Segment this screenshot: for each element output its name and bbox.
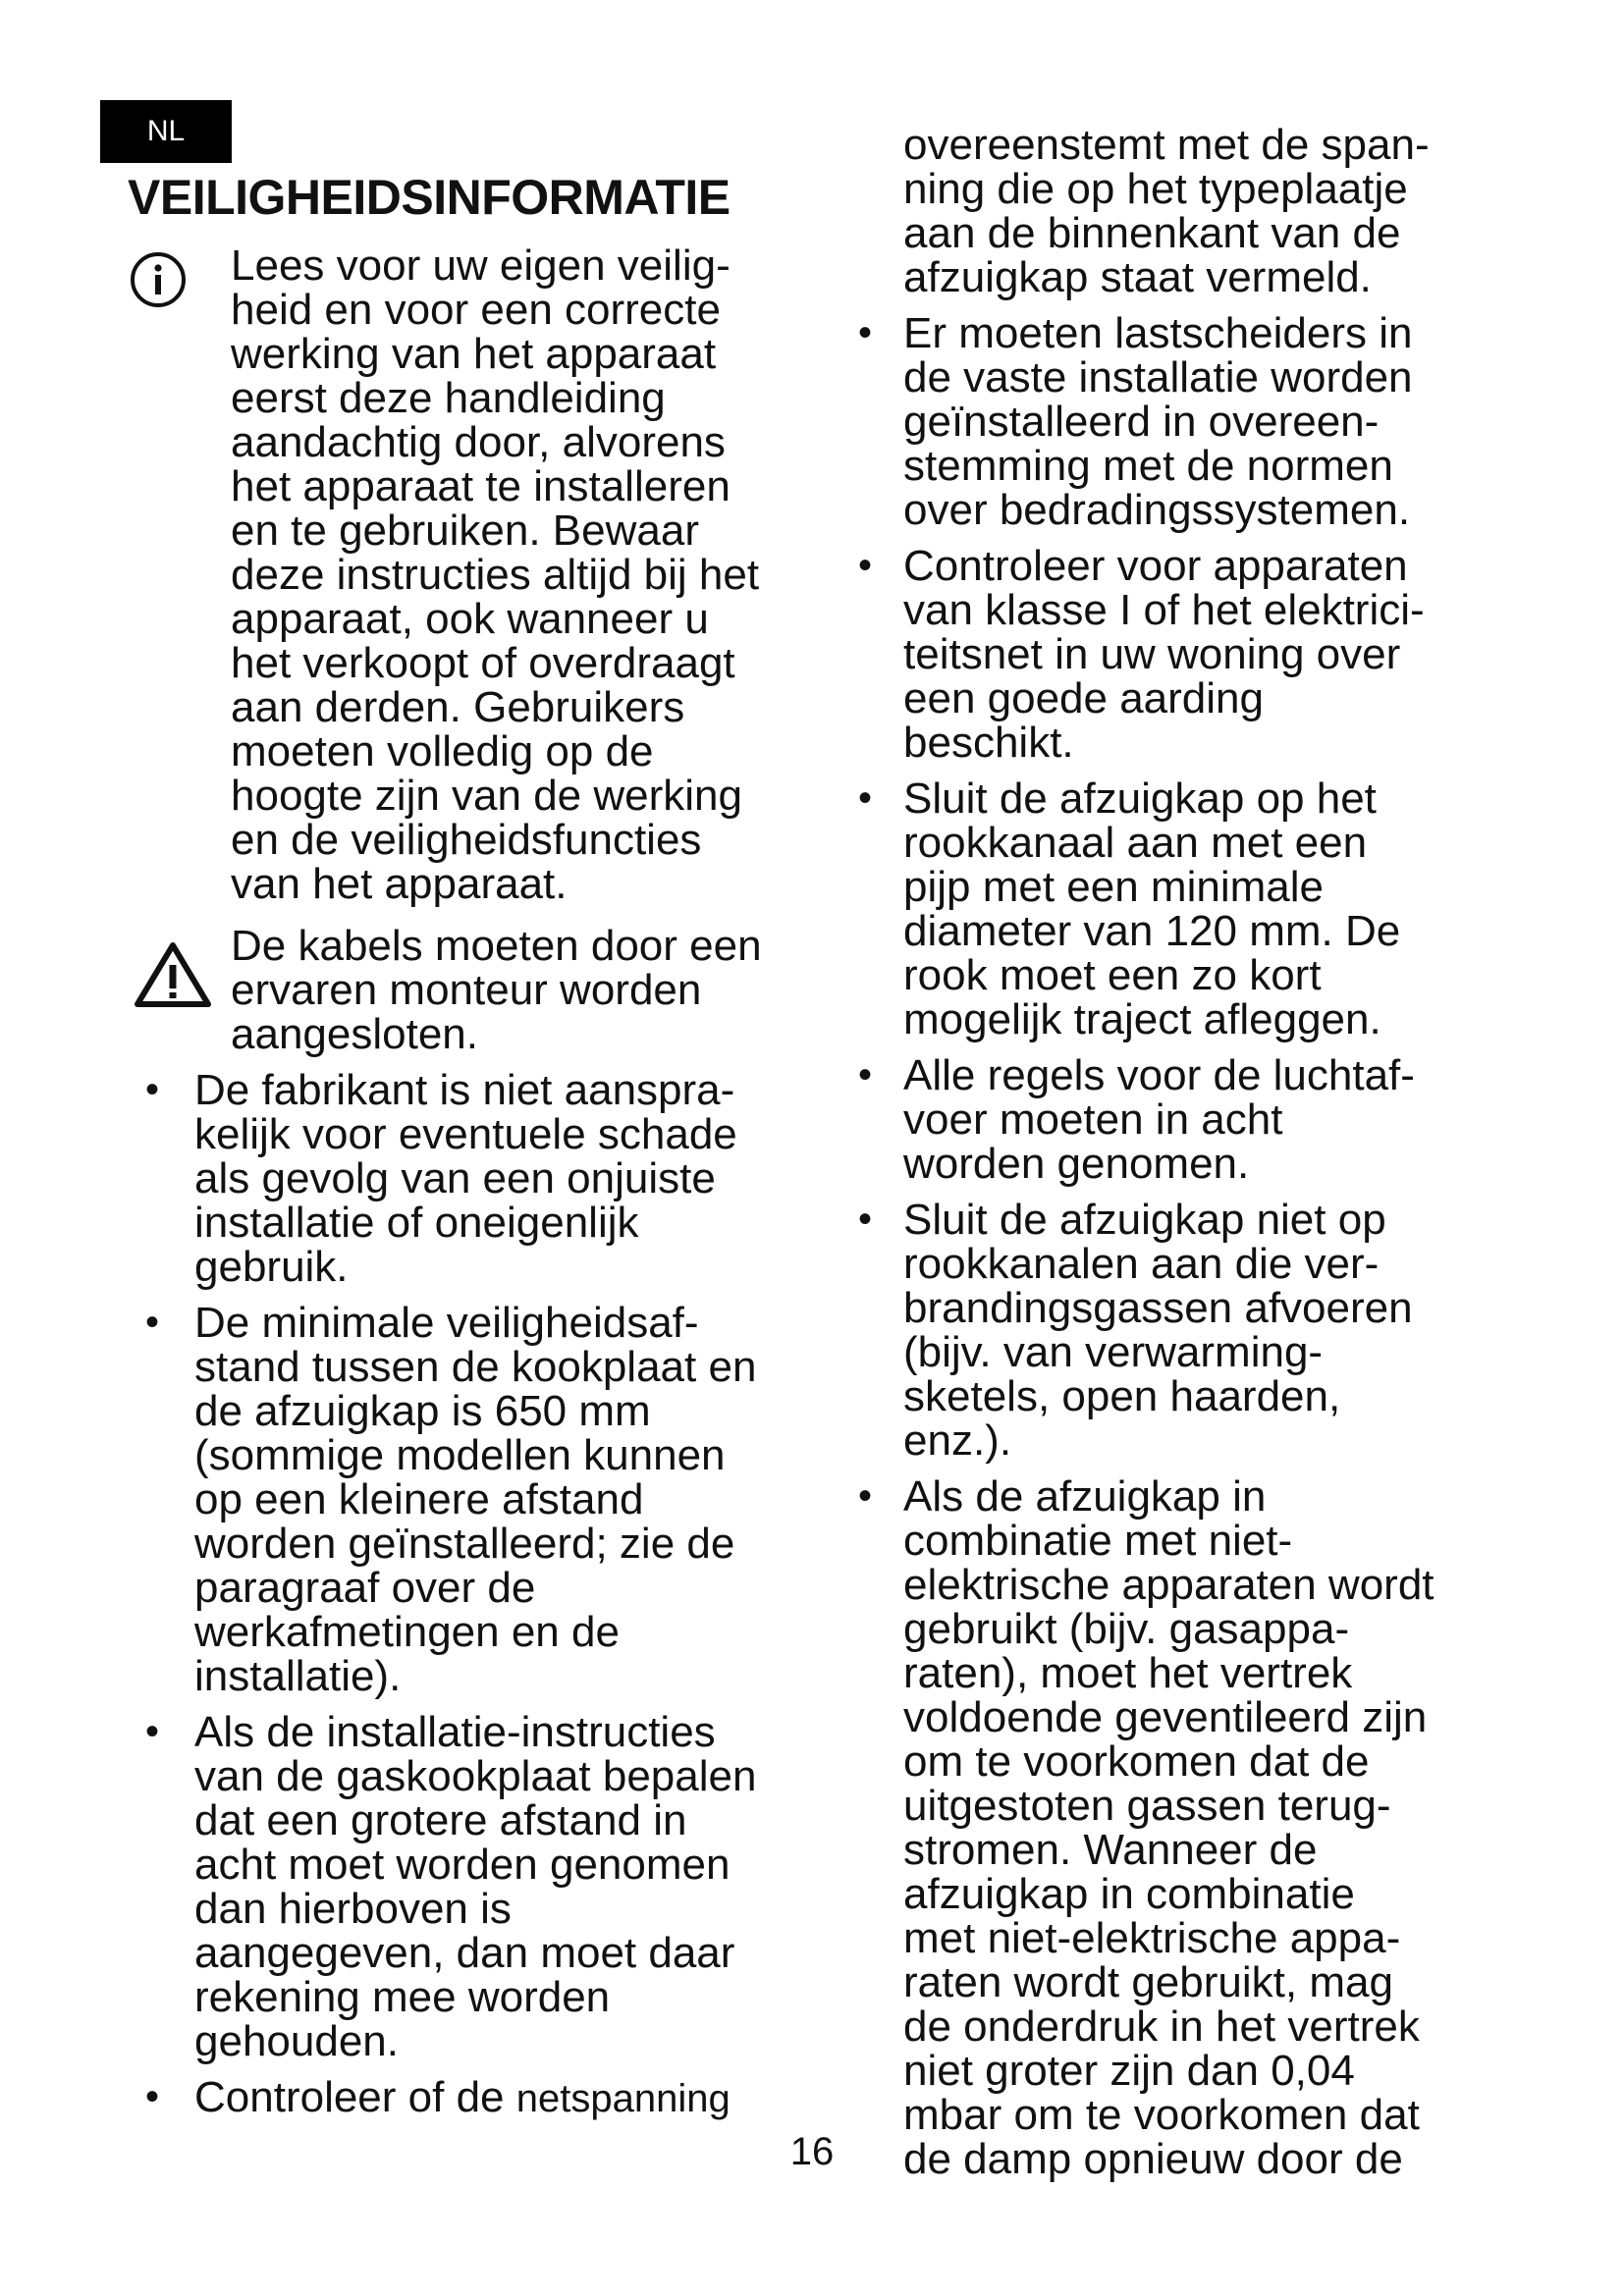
list-item — [854, 1053, 1542, 1186]
info-paragraph-text: Lees voor uw eigen veilig- heid en voor een correcte werking van het apparaat eerst deze handleiding aandachtig door, alvorens het apparaat te installeren en te gebruiken. Bewaar deze instructies altijd bij het apparaat, ook wanneer u het verkoopt of overdraagt aan derden. Gebruikers moeten volledig op de hoogte zijn van de werking en de veiligheidsfuncties van het apparaat. — [231, 241, 760, 908]
list-item-text: Sluit de afzuigkap niet op rookkanalen aan die ver- brandingsgassen afvoeren (bijv. van verwarming- sketels, open haarden, enz.). — [903, 1196, 1413, 1465]
list-item — [854, 544, 1542, 765]
bullet-marker: • — [858, 544, 873, 587]
language-tab: NL — [100, 100, 232, 163]
continued-paragraph-text: overeenstemt met de span- ning die op het typeplaatje aan de binnenkant van de afzuigkap staat vermeld. — [903, 121, 1430, 301]
warning-icon — [134, 941, 212, 1016]
list-item — [854, 1198, 1542, 1463]
list-item-text: Controleer of de — [194, 2073, 516, 2121]
bullet-marker: • — [145, 1068, 160, 1111]
bullet-marker: • — [145, 1301, 160, 1344]
bullet-marker: • — [145, 1710, 160, 1753]
bullet-marker: • — [145, 2075, 160, 2118]
list-item-text: Er moeten lastscheiders in de vaste installatie worden geïnstalleerd in overeen- stemming met de normen over bedradingssystemen. — [903, 309, 1413, 534]
bullet-marker: • — [858, 1053, 873, 1096]
left-column — [128, 243, 835, 2121]
list-item-text: Alle regels voor de luchtaf- voer moeten in acht worden genomen. — [903, 1051, 1415, 1188]
warning-paragraph — [128, 924, 835, 1056]
page-title: VEILIGHEIDSINFORMATIE — [128, 170, 731, 225]
right-column — [854, 123, 1542, 2181]
list-item-text: De fabrikant is niet aanspra- kelijk voor eventuele schade als gevolg van een onjuiste installatie of oneigenlijk gebruik. — [194, 1066, 737, 1291]
list-item — [854, 1474, 1542, 2181]
list-item-text: Als de afzuigkap in combinatie met niet- elektrische apparaten wordt gebruikt (bijv. gasappa- raten), moet het vertrek voldoende geventileerd zijn om te voorkomen dat de uitgestoten gassen terug- stromen. Wanneer de afzuigkap in combinatie met niet-elektrische appa- raten wordt gebruikt, mag de onderdruk in het vertrek niet groter zijn dan 0,04 mbar om te voorkomen dat de damp opnieuw door de — [903, 1472, 1435, 2183]
list-item-text-end: netspanning — [515, 2077, 731, 2120]
info-icon — [128, 249, 189, 318]
bullet-marker: • — [858, 311, 873, 354]
list-item-text: De minimale veiligheidsaf- stand tussen de kookplaat en de afzuigkap is 650 mm (sommige modellen kunnen op een kleinere afstand worden geïnstalleerd; zie de paragraaf over de werkafmetingen en de installatie). — [194, 1299, 757, 1700]
list-item-text: Controleer voor apparaten van klasse I of het elektrici- teitsnet in uw woning over een goede aarding beschikt. — [903, 542, 1425, 767]
list-item — [128, 2075, 835, 2121]
bullet-marker: • — [858, 776, 873, 820]
list-item — [128, 1068, 835, 1289]
continued-paragraph — [854, 123, 1542, 299]
bullet-marker: • — [858, 1198, 873, 1241]
list-item — [128, 1710, 835, 2063]
warning-paragraph-text: De kabels moeten door een ervaren monteur worden aangesloten. — [231, 922, 762, 1058]
info-paragraph — [128, 243, 835, 906]
list-item — [128, 1301, 835, 1698]
list-item — [854, 311, 1542, 532]
list-item-text: Sluit de afzuigkap op het rookkanaal aan met een pijp met een minimale diameter van 120 mm. De rook moet een zo kort mogelijk traject afleggen. — [903, 774, 1401, 1043]
page-number: 16 — [789, 2130, 835, 2173]
bullet-marker: • — [858, 1474, 873, 1518]
list-item-text: Als de installatie-instructies van de gaskookplaat bepalen dat een grotere afstand in acht moet worden genomen dan hierboven is aangegeven, dan moet daar rekening mee worden gehouden. — [194, 1708, 757, 2065]
list-item — [854, 776, 1542, 1041]
